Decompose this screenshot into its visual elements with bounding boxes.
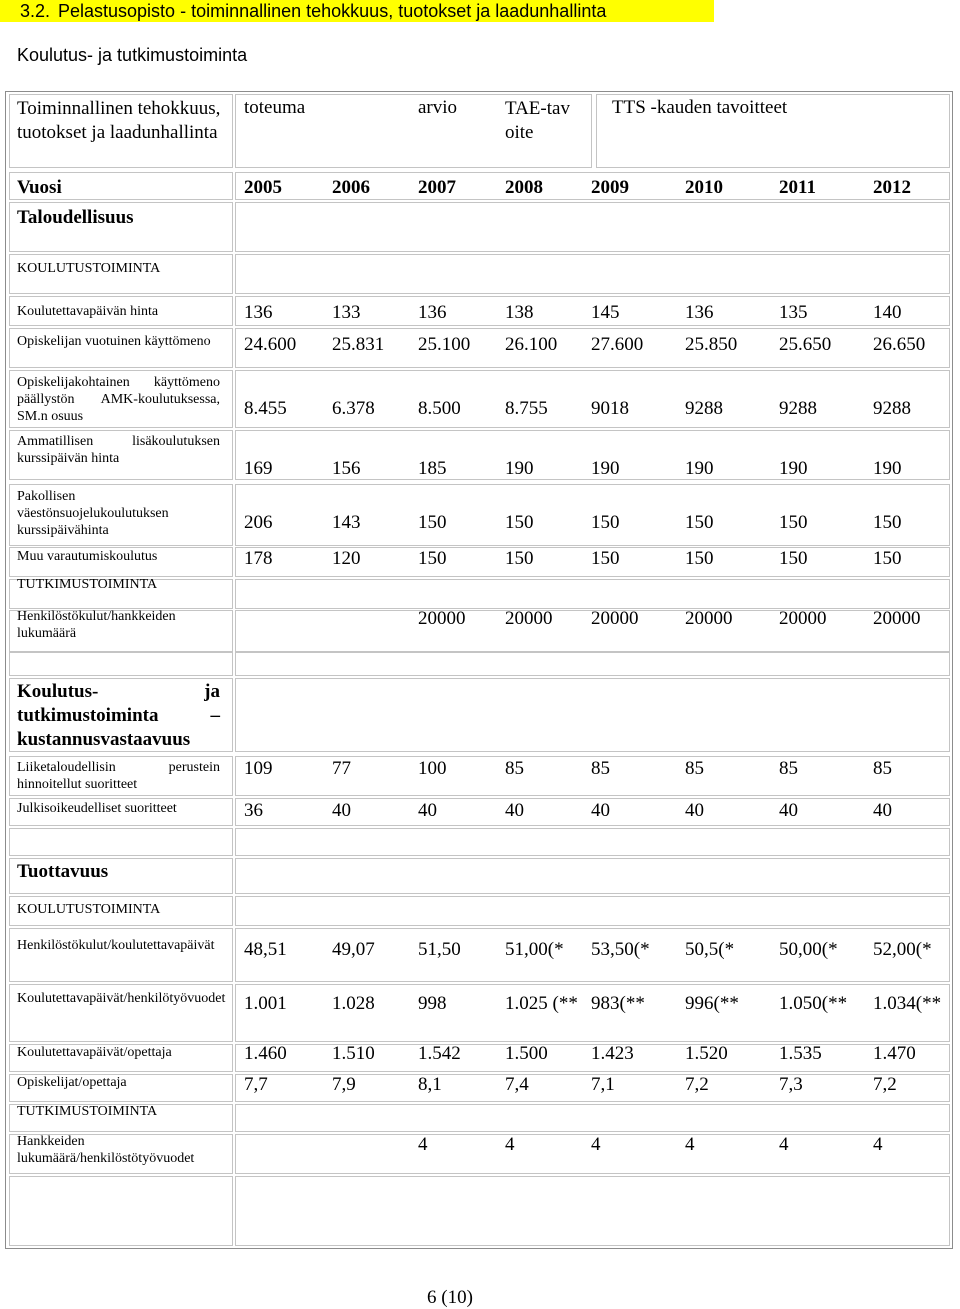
row-label-r2: Opiskelijan vuotuinen käyttömeno bbox=[17, 334, 211, 349]
cell-value-band-11 bbox=[235, 652, 950, 676]
year-2006: 2006 bbox=[332, 177, 370, 198]
cell-r11-2009: 983(** bbox=[591, 993, 645, 1014]
cell-r5-2009: 150 bbox=[591, 512, 620, 533]
cell-r8-2012: 85 bbox=[873, 758, 892, 779]
section-tutkimustoiminta-2: TUTKIMUSTOIMINTA bbox=[17, 1104, 158, 1119]
cell-r5-2005: 206 bbox=[244, 512, 273, 533]
cell-r11-2008: 1.025 (** bbox=[505, 993, 578, 1014]
cell-r2-2011: 25.650 bbox=[779, 334, 832, 355]
section-kustannusvastaavuus: Koulutus- ja tutkimustoiminta – kustannusvastaavuus bbox=[17, 681, 220, 750]
cell-value-band-9 bbox=[235, 579, 950, 609]
row-label-r9: Julkisoikeudelliset suoritteet bbox=[17, 801, 177, 816]
cell-value-band-22 bbox=[235, 1104, 950, 1132]
cell-r4-2007: 185 bbox=[418, 458, 447, 479]
cell-r2-2009: 27.600 bbox=[591, 334, 644, 355]
cell-r7-2012: 20000 bbox=[873, 608, 921, 629]
cell-value-band-12 bbox=[235, 678, 950, 752]
row-label-r8: Liiketaloudellisin perustein hinnoitellut suoritteet bbox=[17, 760, 220, 792]
section-tuottavuus: Tuottavuus bbox=[17, 861, 109, 882]
group-toteuma: toteuma bbox=[244, 97, 306, 118]
row-label-r13: Opiskelijat/opettaja bbox=[17, 1075, 127, 1090]
row-label-r5: Pakollisen väestönsuojelukoulutuksen kurssipäivähinta bbox=[17, 489, 169, 538]
cell-r8-2006: 77 bbox=[332, 758, 351, 779]
cell-r3-2009: 9018 bbox=[591, 398, 629, 419]
cell-r14-2011: 4 bbox=[779, 1134, 789, 1155]
cell-r1-2007: 136 bbox=[418, 302, 447, 323]
cell-r10-2008: 51,00(* bbox=[505, 939, 564, 960]
cell-r8-2011: 85 bbox=[779, 758, 798, 779]
row-label-r12: Koulutettavapäivät/opettaja bbox=[17, 1045, 172, 1060]
cell-r3-2007: 8.500 bbox=[418, 398, 461, 419]
cell-r6-2011: 150 bbox=[779, 548, 808, 569]
cell-r4-2009: 190 bbox=[591, 458, 620, 479]
cell-r3-2006: 6.378 bbox=[332, 398, 375, 419]
cell-r11-2010: 996(** bbox=[685, 993, 739, 1014]
cell-r9-2005: 36 bbox=[244, 800, 263, 821]
cell-r1-2006: 133 bbox=[332, 302, 361, 323]
cell-r10-2007: 51,50 bbox=[418, 939, 461, 960]
year-2010: 2010 bbox=[685, 177, 723, 198]
cell-r9-2009: 40 bbox=[591, 800, 610, 821]
cell-r2-2012: 26.650 bbox=[873, 334, 926, 355]
cell-r4-2006: 156 bbox=[332, 458, 361, 479]
year-2008: 2008 bbox=[505, 177, 543, 198]
section-heading bbox=[0, 0, 714, 22]
year-2011: 2011 bbox=[779, 177, 816, 198]
cell-r12-2005: 1.460 bbox=[244, 1043, 287, 1064]
cell-r6-2012: 150 bbox=[873, 548, 902, 569]
year-2009: 2009 bbox=[591, 177, 629, 198]
row-label-r6: Muu varautumiskoulutus bbox=[17, 549, 158, 564]
cell-r2-2006: 25.831 bbox=[332, 334, 385, 355]
cell-r8-2010: 85 bbox=[685, 758, 704, 779]
cell-r11-2007: 998 bbox=[418, 993, 447, 1014]
cell-r6-2010: 150 bbox=[685, 548, 714, 569]
cell-r3-2005: 8.455 bbox=[244, 398, 287, 419]
cell-r5-2010: 150 bbox=[685, 512, 714, 533]
cell-r14-2010: 4 bbox=[685, 1134, 695, 1155]
cell-r4-2010: 190 bbox=[685, 458, 714, 479]
cell-r13-2010: 7,2 bbox=[685, 1074, 709, 1095]
cell-r9-2011: 40 bbox=[779, 800, 798, 821]
cell-r10-2011: 50,00(* bbox=[779, 939, 838, 960]
cell-r8-2009: 85 bbox=[591, 758, 610, 779]
cell-r10-2009: 53,50(* bbox=[591, 939, 650, 960]
cell-r1-2012: 140 bbox=[873, 302, 902, 323]
page-number: 6 (10) bbox=[427, 1287, 473, 1308]
cell-r4-2012: 190 bbox=[873, 458, 902, 479]
cell-r1-2005: 136 bbox=[244, 302, 273, 323]
cell-r2-2010: 25.850 bbox=[685, 334, 738, 355]
cell-r12-2011: 1.535 bbox=[779, 1043, 822, 1064]
section-taloudellisuus: Taloudellisuus bbox=[17, 207, 134, 228]
cell-r11-2006: 1.028 bbox=[332, 993, 375, 1014]
group-arvio: arvio bbox=[418, 97, 458, 118]
cell-r4-2011: 190 bbox=[779, 458, 808, 479]
cell-r5-2007: 150 bbox=[418, 512, 447, 533]
cell-r1-2008: 138 bbox=[505, 302, 534, 323]
cell-r2-2008: 26.100 bbox=[505, 334, 558, 355]
cell-r9-2010: 40 bbox=[685, 800, 704, 821]
cell-r7-2007: 20000 bbox=[418, 608, 466, 629]
cell-r4-2008: 190 bbox=[505, 458, 534, 479]
year-2007: 2007 bbox=[418, 177, 456, 198]
cell-r8-2005: 109 bbox=[244, 758, 273, 779]
cell-r2-2005: 24.600 bbox=[244, 334, 297, 355]
cell-value-band-16 bbox=[235, 858, 950, 894]
cell-r9-2008: 40 bbox=[505, 800, 524, 821]
cell-r11-2012: 1.034(** bbox=[873, 993, 942, 1014]
row-label-r10: Henkilöstökulut/koulutettavapäivät bbox=[17, 938, 215, 953]
year-2012: 2012 bbox=[873, 177, 911, 198]
cell-r5-2006: 143 bbox=[332, 512, 361, 533]
cell-r5-2008: 150 bbox=[505, 512, 534, 533]
cell-r9-2007: 40 bbox=[418, 800, 437, 821]
cell-r12-2009: 1.423 bbox=[591, 1043, 634, 1064]
section-koulutustoiminta-2: KOULUTUSTOIMINTA bbox=[17, 902, 161, 917]
cell-r6-2007: 150 bbox=[418, 548, 447, 569]
cell-r3-2010: 9288 bbox=[685, 398, 723, 419]
row-label-r14: Hankkeiden lukumäärä/henkilöstötyövuodet bbox=[17, 1134, 195, 1166]
corner-header: Toiminnallinen tehokkuus, tuotokset ja laadunhallinta bbox=[17, 98, 221, 143]
row-label-r7: Henkilöstökulut/hankkeiden lukumäärä bbox=[17, 609, 176, 641]
cell-r13-2005: 7,7 bbox=[244, 1074, 268, 1095]
cell-r3-2012: 9288 bbox=[873, 398, 911, 419]
cell-r13-2009: 7,1 bbox=[591, 1074, 615, 1095]
cell-r1-2010: 136 bbox=[685, 302, 714, 323]
cell-r10-2005: 48,51 bbox=[244, 939, 287, 960]
cell-r6-2009: 150 bbox=[591, 548, 620, 569]
cell-r12-2008: 1.500 bbox=[505, 1043, 548, 1064]
cell-r9-2006: 40 bbox=[332, 800, 351, 821]
cell-r1-2011: 135 bbox=[779, 302, 808, 323]
cell-r11-2011: 1.050(** bbox=[779, 993, 848, 1014]
cell-r7-2011: 20000 bbox=[779, 608, 827, 629]
cell-label-band-24 bbox=[9, 1176, 233, 1246]
cell-r7-2008: 20000 bbox=[505, 608, 553, 629]
section-tutkimustoiminta: TUTKIMUSTOIMINTA bbox=[17, 577, 158, 592]
section-number: 3.2. bbox=[19, 1, 50, 21]
cell-r13-2006: 7,9 bbox=[332, 1074, 356, 1095]
cell-r6-2006: 120 bbox=[332, 548, 361, 569]
cell-r7-2010: 20000 bbox=[685, 608, 733, 629]
cell-value-band-17 bbox=[235, 896, 950, 926]
cell-label-band-15 bbox=[9, 828, 233, 856]
cell-r7-2009: 20000 bbox=[591, 608, 639, 629]
row-label-r3: Opiskelijakohtainen käyttömeno päällystön AMK-koulutuksessa, SM.n osuus bbox=[17, 375, 220, 424]
cell-r14-2007: 4 bbox=[418, 1134, 428, 1155]
cell-r12-2012: 1.470 bbox=[873, 1043, 916, 1064]
cell-r8-2008: 85 bbox=[505, 758, 524, 779]
year-label: Vuosi bbox=[17, 177, 62, 198]
cell-r5-2012: 150 bbox=[873, 512, 902, 533]
cell-r3-2011: 9288 bbox=[779, 398, 817, 419]
cell-r14-2012: 4 bbox=[873, 1134, 883, 1155]
cell-r6-2008: 150 bbox=[505, 548, 534, 569]
cell-r10-2006: 49,07 bbox=[332, 939, 375, 960]
cell-r12-2010: 1.520 bbox=[685, 1043, 728, 1064]
cell-r4-2005: 169 bbox=[244, 458, 273, 479]
cell-r14-2008: 4 bbox=[505, 1134, 515, 1155]
cell-r3-2008: 8.755 bbox=[505, 398, 548, 419]
cell-r13-2007: 8,1 bbox=[418, 1074, 442, 1095]
cell-r12-2006: 1.510 bbox=[332, 1043, 375, 1064]
year-2005: 2005 bbox=[244, 177, 282, 198]
cell-r10-2012: 52,00(* bbox=[873, 939, 932, 960]
section-koulutustoiminta: KOULUTUSTOIMINTA bbox=[17, 261, 161, 276]
cell-r10-2010: 50,5(* bbox=[685, 939, 735, 960]
row-label-r4: Ammatillisen lisäkoulutuksen kurssipäivän hinta bbox=[17, 434, 220, 466]
cell-r13-2012: 7,2 bbox=[873, 1074, 897, 1095]
cell-r6-2005: 178 bbox=[244, 548, 273, 569]
cell-value-band-1 bbox=[235, 202, 950, 252]
cell-r11-2005: 1.001 bbox=[244, 993, 287, 1014]
cell-value-band-15 bbox=[235, 828, 950, 856]
row-label-r1: Koulutettavapäivän hinta bbox=[17, 304, 159, 319]
cell-r8-2007: 100 bbox=[418, 758, 447, 779]
cell-value-band-24 bbox=[235, 1176, 950, 1246]
cell-r5-2011: 150 bbox=[779, 512, 808, 533]
cell-value-band-2 bbox=[235, 254, 950, 294]
cell-r14-2009: 4 bbox=[591, 1134, 601, 1155]
section-subtitle: Koulutus- ja tutkimustoiminta bbox=[17, 45, 248, 65]
cell-r13-2011: 7,3 bbox=[779, 1074, 803, 1095]
cell-r1-2009: 145 bbox=[591, 302, 620, 323]
cell-r13-2008: 7,4 bbox=[505, 1074, 529, 1095]
cell-label-band-11 bbox=[9, 652, 233, 676]
cell-r2-2007: 25.100 bbox=[418, 334, 471, 355]
cell-r12-2007: 1.542 bbox=[418, 1043, 461, 1064]
cell-r9-2012: 40 bbox=[873, 800, 892, 821]
row-label-r11: Koulutettavapäivät/henkilötyövuodet bbox=[17, 991, 226, 1006]
group-tae-tavoite: TAE-tavoite bbox=[505, 98, 570, 143]
group-tts: TTS -kauden tavoitteet bbox=[612, 97, 788, 118]
section-title: Pelastusopisto - toiminnallinen tehokkuus, tuotokset ja laadunhallinta bbox=[58, 1, 607, 21]
